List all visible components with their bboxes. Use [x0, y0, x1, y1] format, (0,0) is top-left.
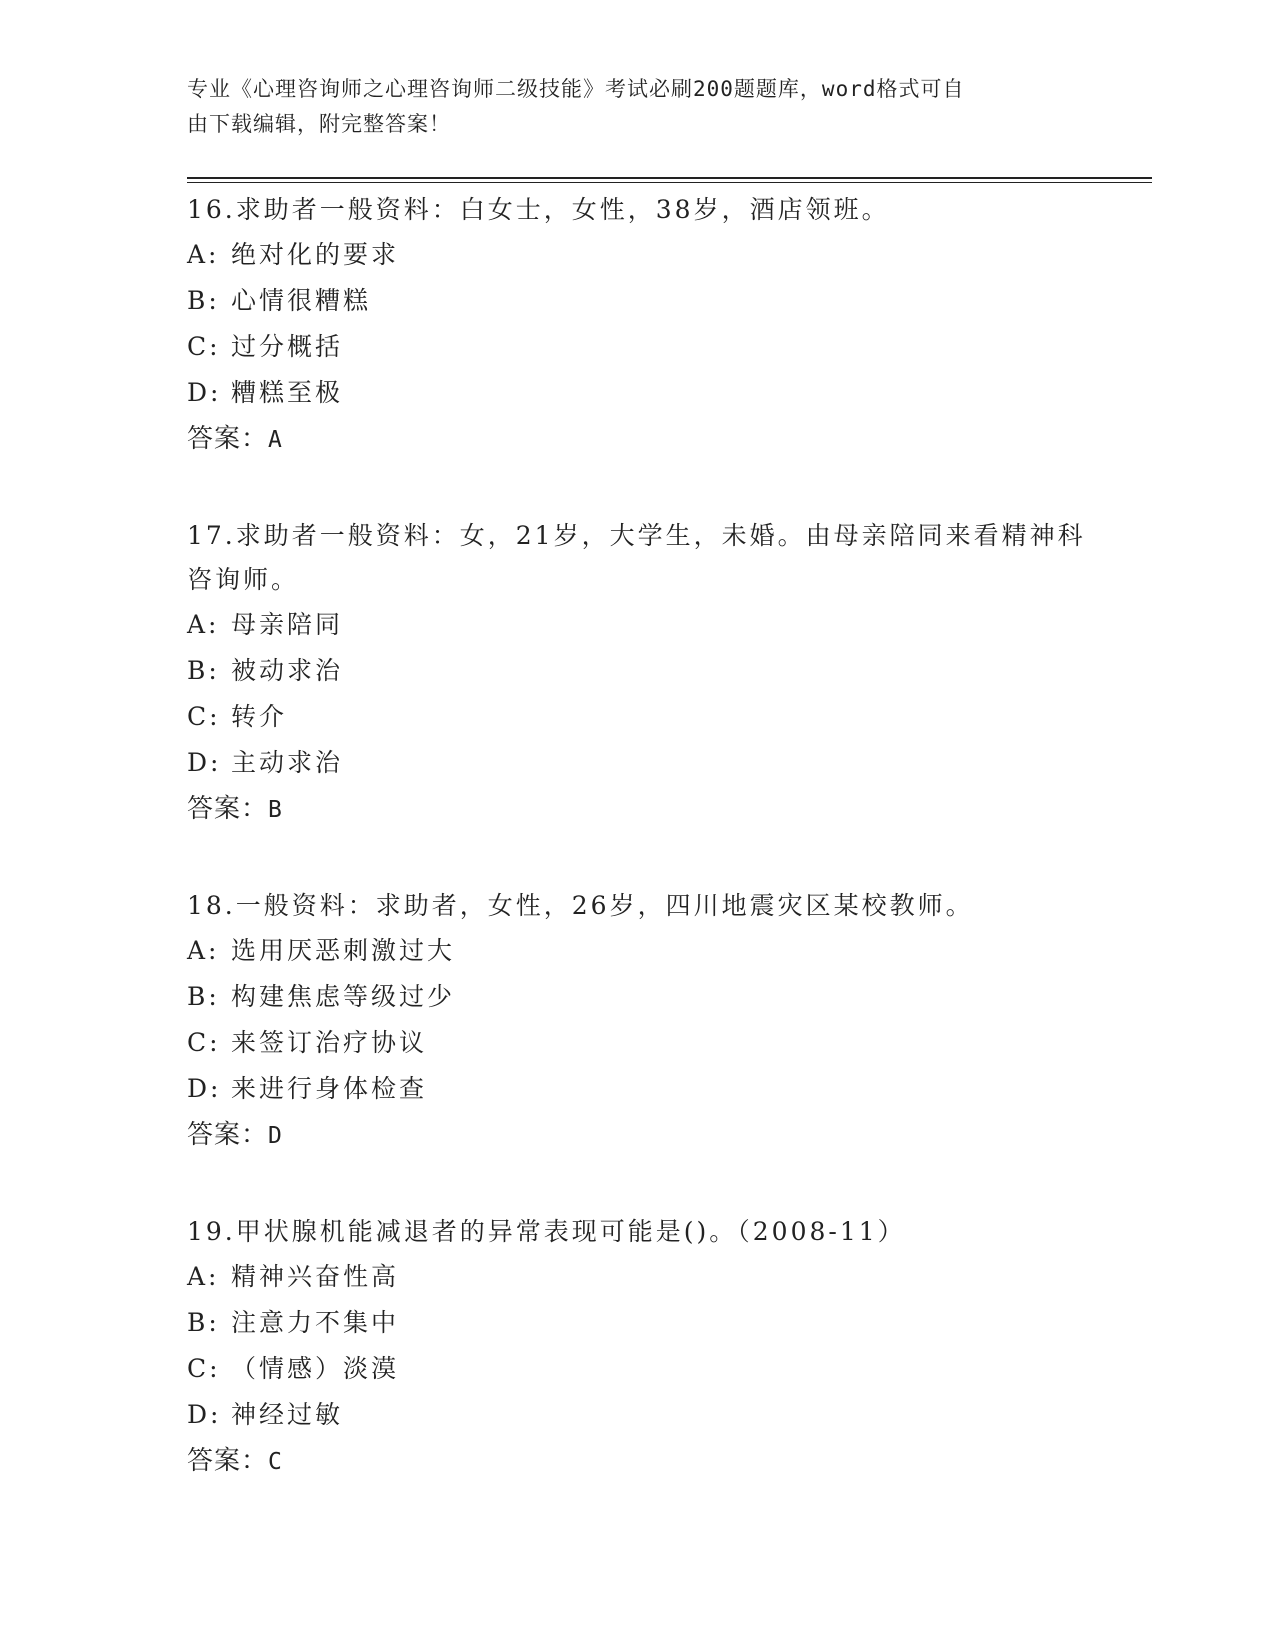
option-key: D: [187, 378, 222, 407]
option-a [187, 602, 1087, 648]
option-key: A: [187, 610, 220, 639]
question-19 [187, 1210, 1087, 1484]
question-text: 17.求助者一般资料：女，21岁，大学生，未婚。由母亲陪同来看精神科咨询师。 [187, 521, 1086, 594]
option-key: B: [187, 1308, 220, 1337]
answer-line [187, 416, 1087, 462]
option-key: D: [187, 748, 222, 777]
answer-line [187, 786, 1087, 832]
option-text: 过分概括 [231, 332, 344, 361]
option-d [187, 1066, 1087, 1112]
option-key: A: [187, 936, 220, 965]
question-text: 18.一般资料：求助者，女性，26岁，四川地震灾区某校教师。 [187, 891, 974, 920]
header-divider-thin [187, 182, 1152, 183]
question-text: 19.甲状腺机能减退者的异常表现可能是()。（2008-11） [187, 1217, 906, 1246]
option-key: D: [187, 1074, 222, 1103]
option-text: 构建焦虑等级过少 [231, 982, 456, 1011]
option-text: 母亲陪同 [231, 610, 344, 639]
answer-label: 答案： [187, 1120, 269, 1150]
option-key: C: [187, 702, 221, 731]
answer-value: D [268, 1123, 283, 1149]
option-key: B: [187, 656, 220, 685]
option-text: （情感）淡漠 [231, 1354, 400, 1383]
option-text: 心情很糟糕 [231, 286, 372, 315]
option-text: 选用厌恶刺激过大 [231, 936, 456, 965]
option-text: 绝对化的要求 [231, 240, 400, 269]
option-a [187, 1254, 1087, 1300]
option-key: C: [187, 332, 221, 361]
option-b [187, 648, 1087, 694]
option-key: D: [187, 1400, 222, 1429]
option-key: C: [187, 1354, 221, 1383]
option-text: 来进行身体检查 [231, 1074, 428, 1103]
answer-value: A [268, 427, 283, 453]
option-key: C: [187, 1028, 221, 1057]
option-text: 糟糕至极 [231, 378, 344, 407]
option-c [187, 694, 1087, 740]
answer-label: 答案： [187, 794, 269, 824]
option-d [187, 1392, 1087, 1438]
question-18 [187, 884, 1087, 1158]
option-key: B: [187, 286, 220, 315]
option-text: 被动求治 [231, 656, 344, 685]
option-d [187, 740, 1087, 786]
header-line-1: 专业《心理咨询师之心理咨询师二级技能》考试必刷200题题库，word格式可自 [187, 77, 965, 101]
option-c [187, 324, 1087, 370]
answer-label: 答案： [187, 424, 269, 454]
answer-value: C [268, 1449, 283, 1475]
answer-line [187, 1112, 1087, 1158]
option-text: 主动求治 [231, 748, 344, 777]
option-d [187, 370, 1087, 416]
option-text: 神经过敏 [231, 1400, 344, 1429]
answer-value: B [268, 797, 283, 823]
option-key: A: [187, 240, 220, 269]
option-text: 精神兴奋性高 [231, 1262, 400, 1291]
question-16 [187, 188, 1087, 462]
option-b [187, 1300, 1087, 1346]
option-a [187, 928, 1087, 974]
question-list [187, 188, 1087, 1536]
option-text: 来签订治疗协议 [231, 1028, 428, 1057]
answer-line [187, 1438, 1087, 1484]
header-divider-thick [187, 177, 1152, 179]
question-17 [187, 514, 1087, 832]
option-b [187, 974, 1087, 1020]
option-key: A: [187, 1262, 220, 1291]
option-b [187, 278, 1087, 324]
option-text: 注意力不集中 [231, 1308, 400, 1337]
question-text: 16.求助者一般资料：白女士，女性，38岁，酒店领班。 [187, 195, 890, 224]
option-c [187, 1020, 1087, 1066]
option-c [187, 1346, 1087, 1392]
document-header [187, 72, 1067, 142]
answer-label: 答案： [187, 1446, 269, 1476]
header-line-2: 由下载编辑，附完整答案！ [187, 112, 451, 136]
option-key: B: [187, 982, 220, 1011]
option-text: 转介 [231, 702, 288, 731]
option-a [187, 232, 1087, 278]
